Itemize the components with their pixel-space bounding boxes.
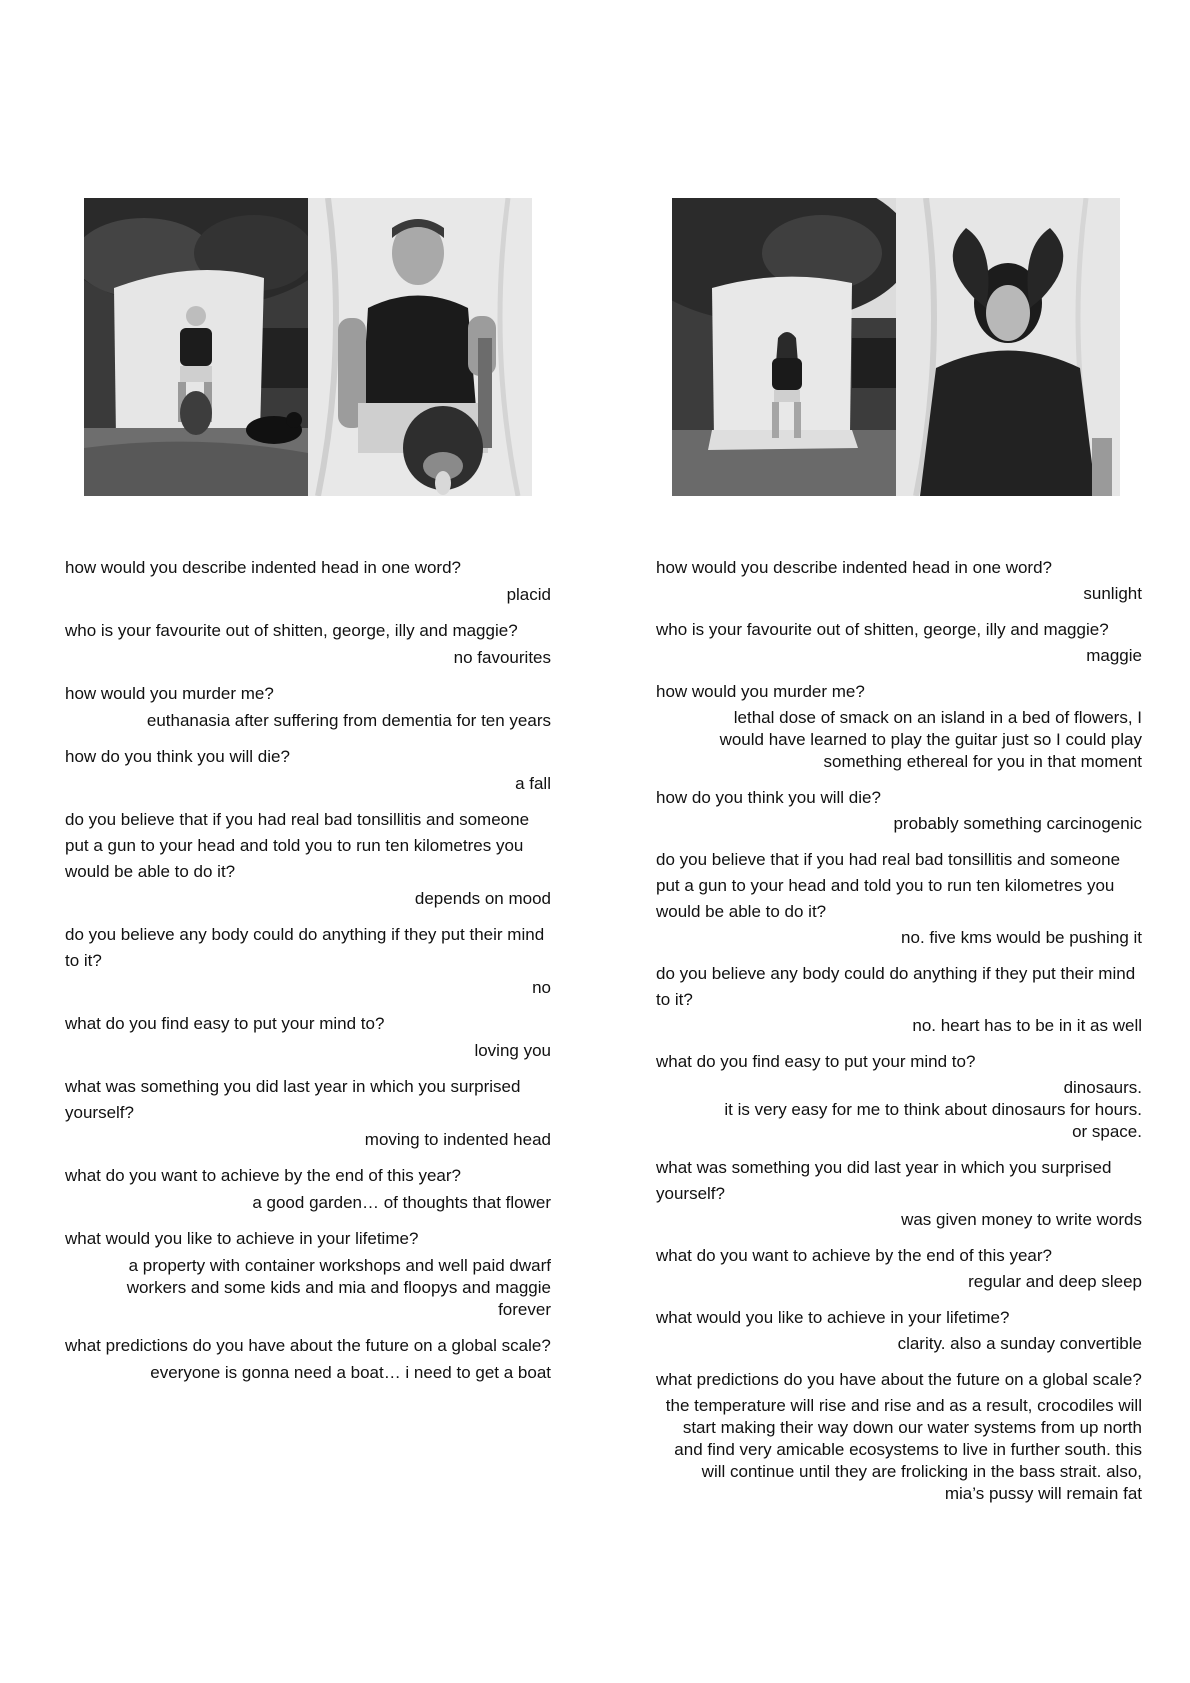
answer: was given money to write words xyxy=(901,1210,1142,1229)
answer: no. heart has to be in it as well xyxy=(912,1016,1142,1035)
qa-item xyxy=(65,1163,551,1214)
question: how would you murder me? xyxy=(65,684,274,703)
photo-woman-portrait xyxy=(896,198,1120,496)
qa-item xyxy=(656,961,1142,1037)
photo-man-portrait xyxy=(308,198,532,496)
question: what do you find easy to put your mind to? xyxy=(65,1014,385,1033)
question: do you believe any body could do anything if they put their mind to it? xyxy=(65,925,545,970)
qa-item xyxy=(65,1074,551,1151)
answer: dinosaurs. it is very easy for me to think about dinosaurs for hours. or space. xyxy=(724,1078,1142,1141)
answer: placid xyxy=(506,585,551,604)
answer: sunlight xyxy=(1083,584,1142,603)
answer: maggie xyxy=(1086,646,1142,665)
qa-item xyxy=(65,681,551,732)
answer: no xyxy=(532,978,551,997)
qa-item xyxy=(65,555,551,606)
interview-left xyxy=(65,555,551,1396)
qa-item xyxy=(65,807,551,910)
qa-item xyxy=(656,1243,1142,1293)
question: what do you find easy to put your mind to? xyxy=(656,1052,976,1071)
qa-item xyxy=(656,1305,1142,1355)
question: how would you describe indented head in one word? xyxy=(65,558,461,577)
answer: probably something carcinogenic xyxy=(893,814,1142,833)
qa-item xyxy=(65,744,551,795)
qa-item xyxy=(656,617,1142,667)
qa-item xyxy=(656,1155,1142,1231)
answer: clarity. also a sunday convertible xyxy=(897,1334,1142,1353)
answer: moving to indented head xyxy=(364,1130,551,1149)
answer: no favourites xyxy=(453,648,551,667)
question: how do you think you will die? xyxy=(656,788,881,807)
question: do you believe any body could do anything if they put their mind to it? xyxy=(656,964,1136,1009)
question: what predictions do you have about the future on a global scale? xyxy=(65,1336,551,1355)
answer: no. five kms would be pushing it xyxy=(901,928,1142,947)
qa-item xyxy=(656,555,1142,605)
question: what would you like to achieve in your lifetime? xyxy=(656,1308,1010,1327)
answer: a fall xyxy=(515,774,551,793)
qa-item xyxy=(656,1367,1142,1505)
question: who is your favourite out of shitten, george, illy and maggie? xyxy=(656,620,1109,639)
question: do you believe that if you had real bad tonsillitis and someone put a gun to your head and told you to run ten kilometres you would be able to do it? xyxy=(656,850,1121,921)
qa-item xyxy=(65,922,551,999)
answer: everyone is gonna need a boat… i need to get a boat xyxy=(150,1363,551,1382)
question: how would you describe indented head in one word? xyxy=(656,558,1052,577)
question: how would you murder me? xyxy=(656,682,865,701)
answer: lethal dose of smack on an island in a bed of flowers, I would have learned to play the guitar just so I could play something ethereal for you in that moment xyxy=(719,708,1142,771)
question: what do you want to achieve by the end of this year? xyxy=(65,1166,461,1185)
qa-item xyxy=(65,1226,551,1321)
qa-item xyxy=(656,847,1142,949)
qa-item xyxy=(656,1049,1142,1143)
photo-woman-garden xyxy=(672,198,896,496)
qa-item xyxy=(65,618,551,669)
interview-right xyxy=(656,555,1142,1517)
answer: depends on mood xyxy=(414,889,551,908)
answer: the temperature will rise and rise and as a result, crocodiles will start making their way down our water systems from up north and find very amicable ecosystems to live in further south. this will continue until they are frolicking in the bass strait. also, mia’s pussy will remain fat xyxy=(665,1396,1142,1503)
qa-item xyxy=(65,1333,551,1384)
photo-man-garden xyxy=(84,198,308,496)
answer: euthanasia after suffering from dementia for ten years xyxy=(146,711,551,730)
question: what was something you did last year in which you surprised yourself? xyxy=(65,1077,521,1122)
question: what do you want to achieve by the end of this year? xyxy=(656,1246,1052,1265)
question: what would you like to achieve in your lifetime? xyxy=(65,1229,419,1248)
answer: loving you xyxy=(474,1041,551,1060)
question: how do you think you will die? xyxy=(65,747,290,766)
answer: a property with container workshops and well paid dwarf workers and some kids and mia and floopys and maggie forever xyxy=(126,1256,551,1319)
qa-item xyxy=(65,1011,551,1062)
question: what predictions do you have about the future on a global scale? xyxy=(656,1370,1142,1389)
answer: regular and deep sleep xyxy=(968,1272,1142,1291)
qa-item xyxy=(656,785,1142,835)
question: do you believe that if you had real bad tonsillitis and someone put a gun to your head and told you to run ten kilometres you would be able to do it? xyxy=(65,810,530,881)
answer: a good garden… of thoughts that flower xyxy=(252,1193,551,1212)
qa-item xyxy=(656,679,1142,773)
question: what was something you did last year in which you surprised yourself? xyxy=(656,1158,1112,1203)
question: who is your favourite out of shitten, george, illy and maggie? xyxy=(65,621,518,640)
